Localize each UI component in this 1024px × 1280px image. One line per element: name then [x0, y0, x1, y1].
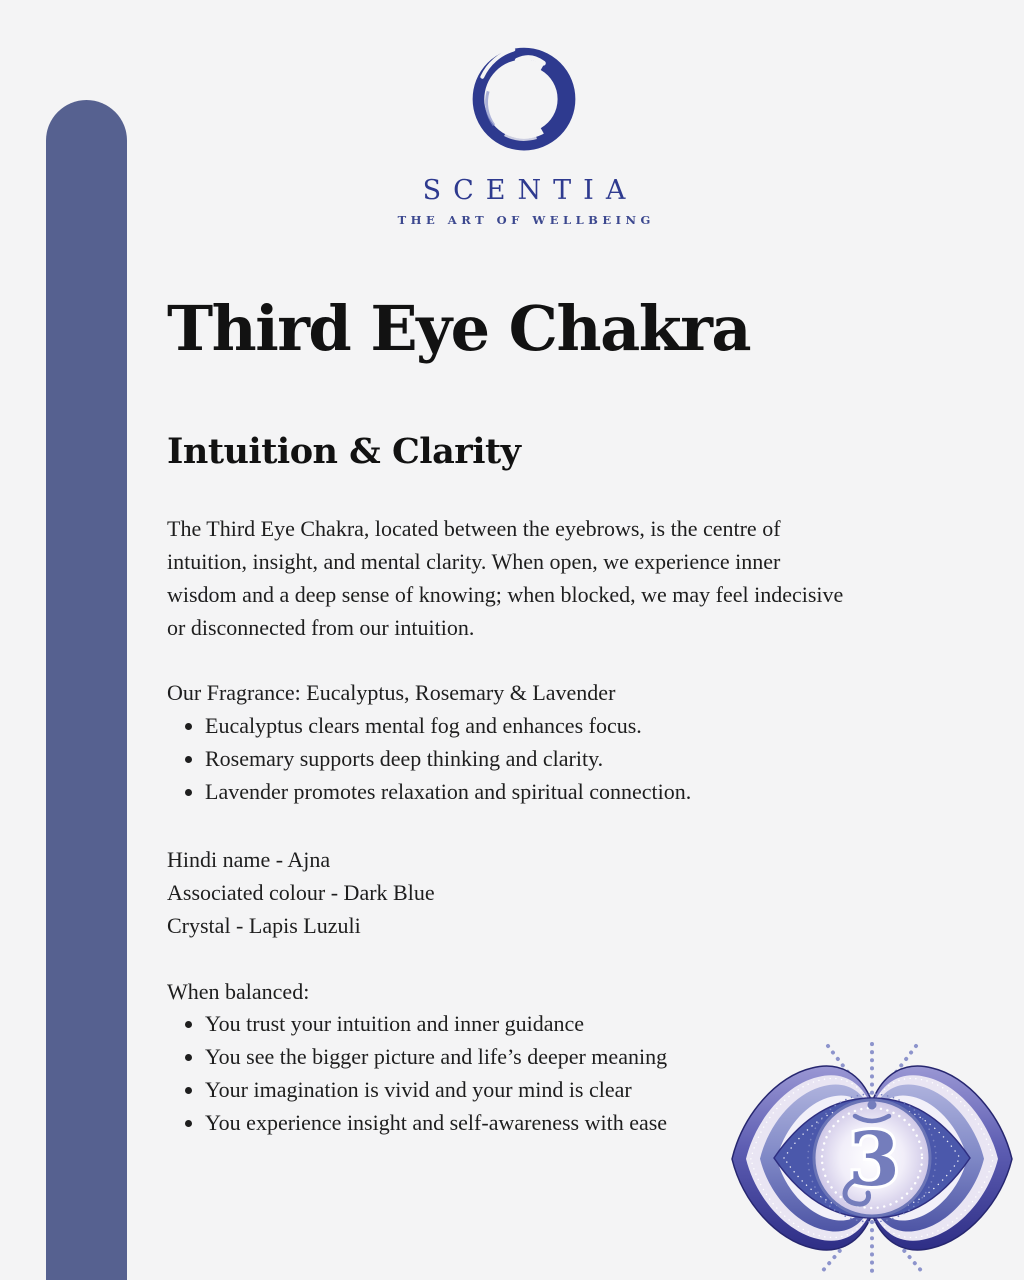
- balanced-heading: When balanced:: [167, 979, 310, 1004]
- list-item: • Rosemary supports deep thinking and clarity.: [205, 742, 691, 775]
- fragrance-list: [167, 709, 691, 808]
- intro-line: or disconnected from our intuition.: [167, 615, 475, 640]
- enso-circle-logo-icon: [461, 36, 587, 168]
- list-item: • Your imagination is vivid and your mind is clear: [205, 1073, 667, 1106]
- third-eye-chakra-icon: [722, 1038, 1022, 1278]
- brand-name: SCENTIA: [422, 175, 638, 206]
- page-title: Third Eye Chakra: [167, 292, 751, 365]
- fact-crystal: Crystal - Lapis Luzuli: [167, 913, 361, 938]
- list-item: • You experience insight and self-awareness with ease: [205, 1106, 667, 1139]
- intro-line: The Third Eye Chakra, located between the eyebrows, is the centre of: [167, 516, 781, 541]
- list-item: • You see the bigger picture and life’s deeper meaning: [205, 1040, 667, 1073]
- fact-hindi-name: Hindi name - Ajna: [167, 847, 331, 872]
- om-symbol: [845, 1101, 900, 1205]
- om-glyph: 3: [848, 1117, 900, 1203]
- intro-line: intuition, insight, and mental clarity. When open, we experience inner: [167, 549, 781, 574]
- intro-paragraph: [167, 512, 843, 644]
- brand-tagline: THE ART OF WELLBEING: [397, 213, 655, 227]
- balanced-list: [167, 1007, 667, 1139]
- list-item: • Lavender promotes relaxation and spiritual connection.: [205, 775, 691, 808]
- chakra-facts: [167, 843, 435, 942]
- fragrance-heading: Our Fragrance: Eucalyptus, Rosemary & Lavender: [167, 680, 616, 705]
- page-subtitle: Intuition & Clarity: [167, 431, 521, 472]
- list-item: • Eucalyptus clears mental fog and enhances focus.: [205, 709, 691, 742]
- intro-line: wisdom and a deep sense of knowing; when blocked, we may feel indecisive: [167, 582, 844, 607]
- brand-logo: [324, 36, 724, 227]
- list-item: • You trust your intuition and inner guidance: [205, 1007, 667, 1040]
- left-accent-bar: [46, 100, 127, 1280]
- fact-associated-colour: Associated colour - Dark Blue: [167, 880, 435, 905]
